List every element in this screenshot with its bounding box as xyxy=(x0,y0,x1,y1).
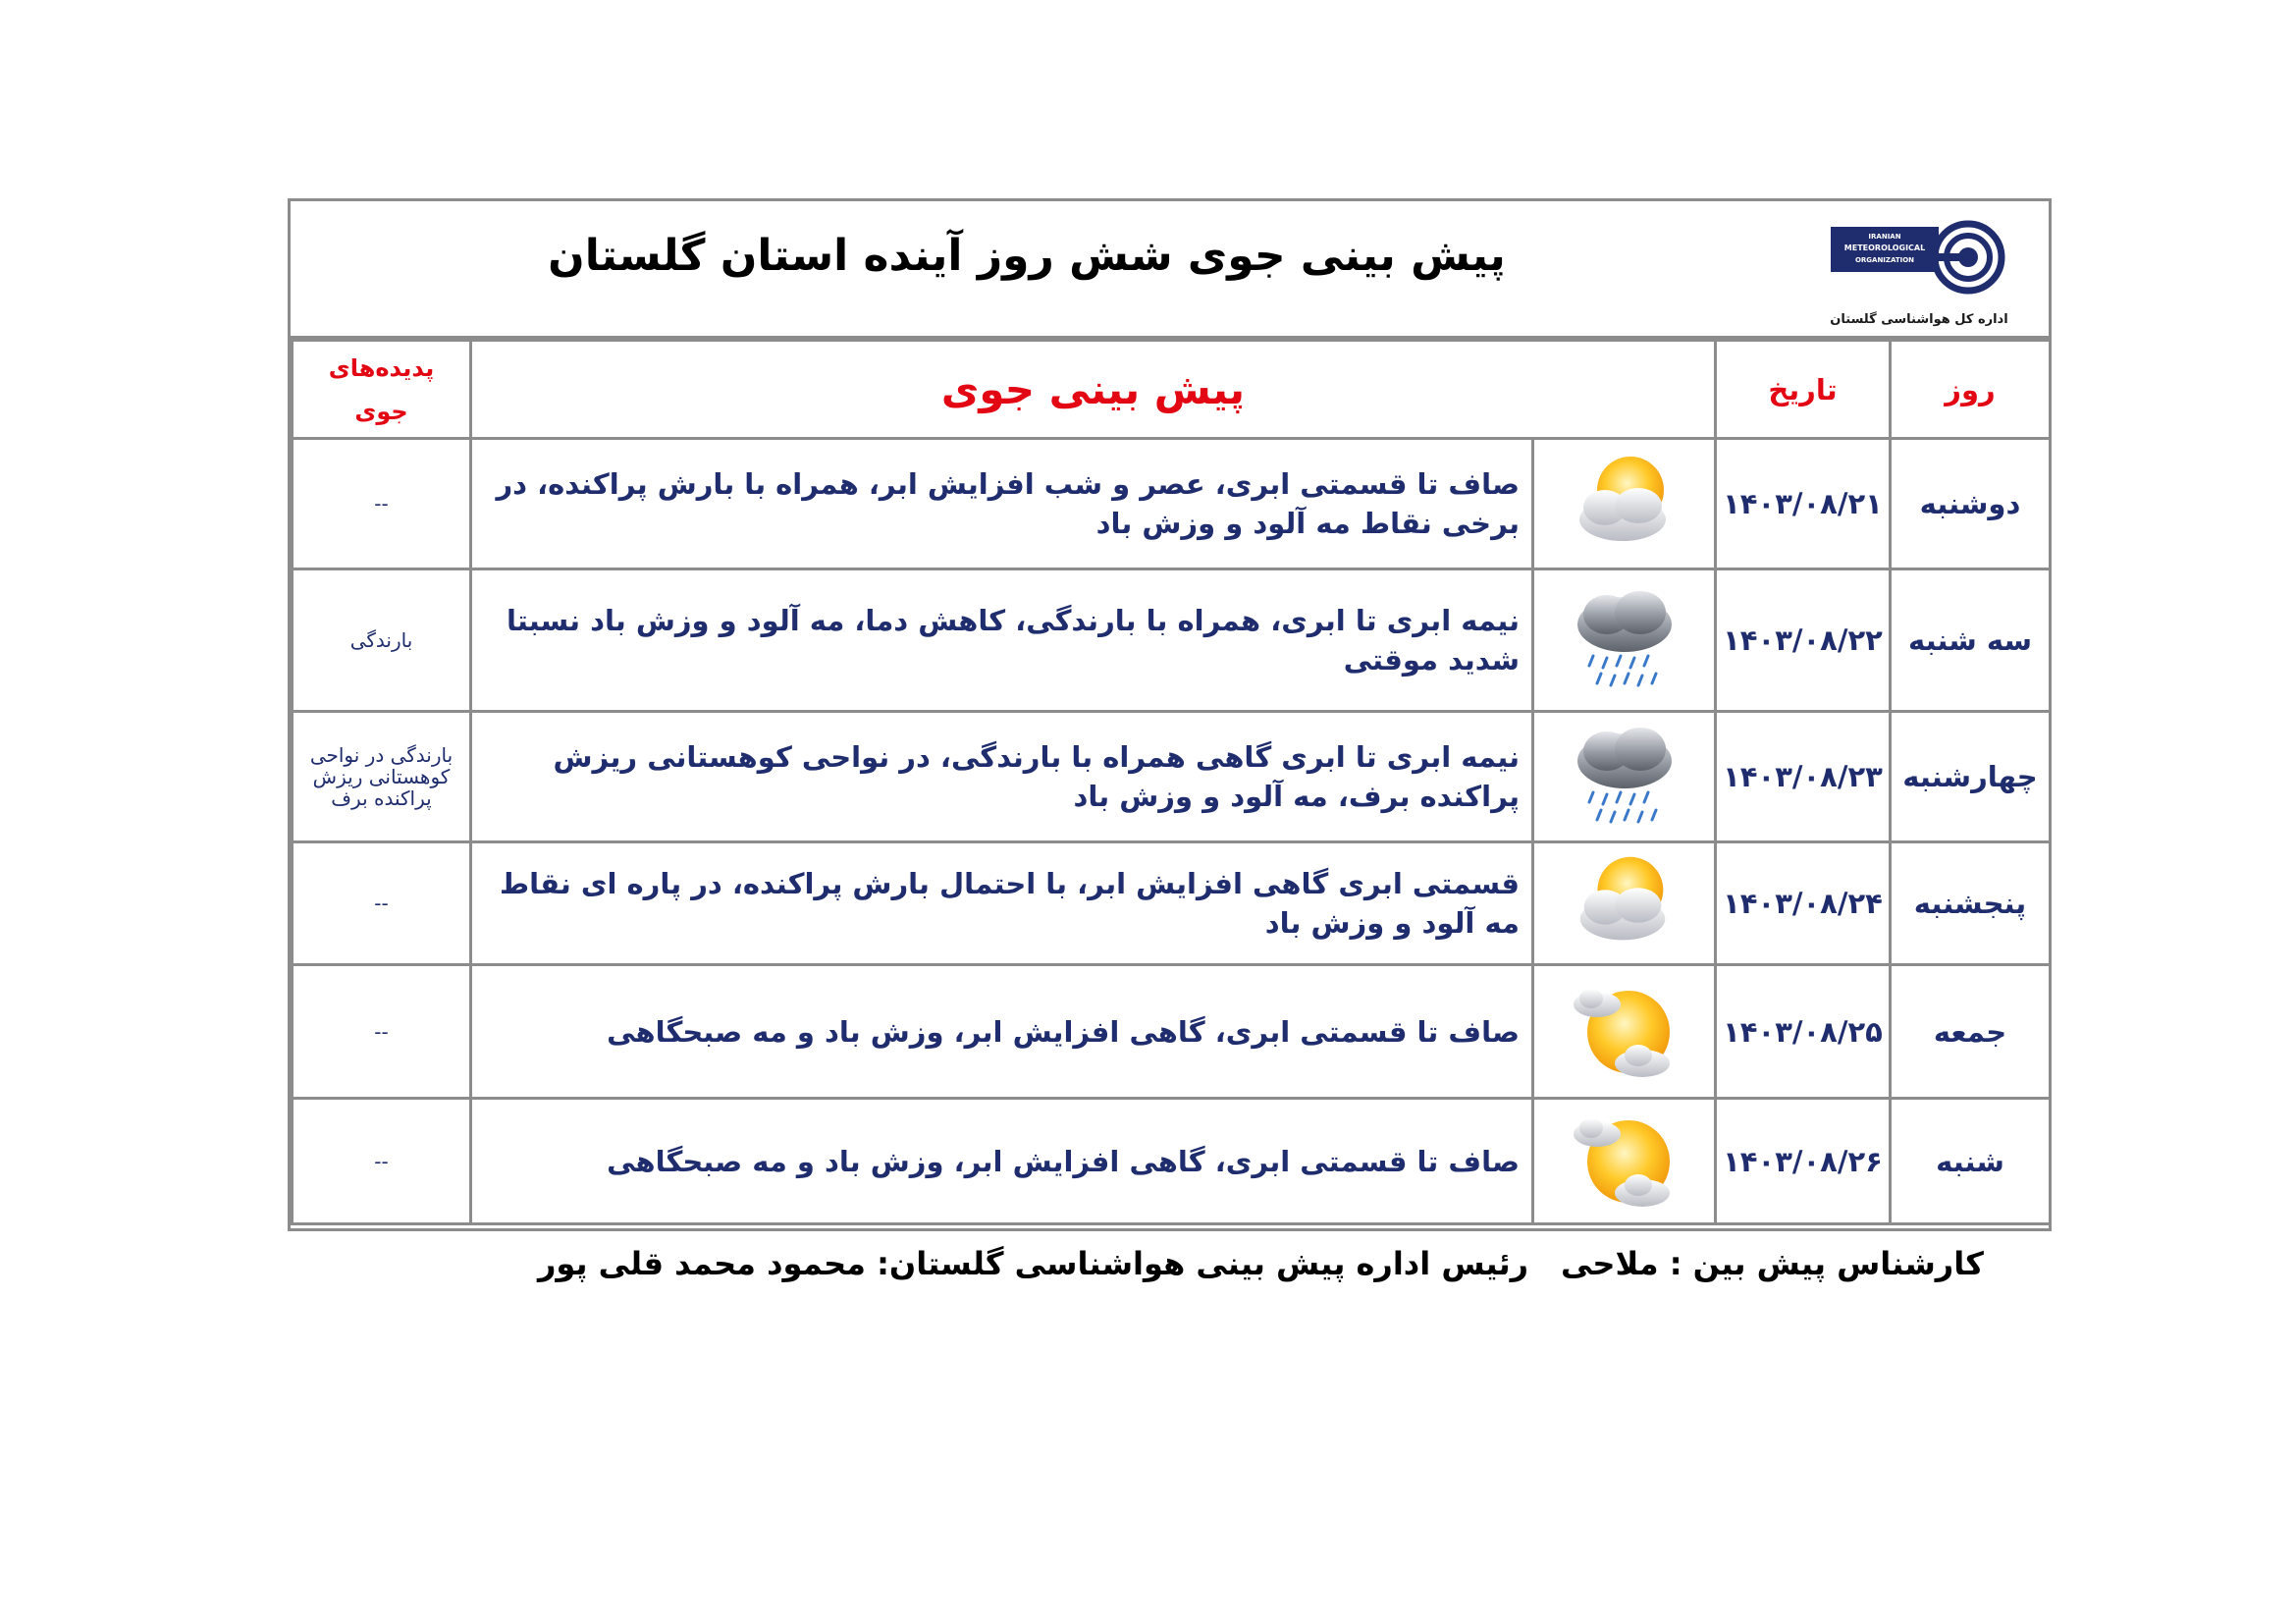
weather-icon-cell xyxy=(1533,842,1716,965)
row-day: شنبه xyxy=(1891,1099,2051,1224)
weather-icon-cell xyxy=(1533,712,1716,842)
partly-cloudy-icon xyxy=(1566,445,1683,563)
head-signature: رئیس اداره پیش بینی هواشناسی گلستان: محمود محمد قلی پور xyxy=(538,1245,1529,1282)
row-phenomena: بارندگی xyxy=(293,569,471,712)
column-header-date: تاریخ xyxy=(1716,341,1891,439)
weather-icon-cell xyxy=(1533,439,1716,569)
row-date: ۱۴۰۳/۰۸/۲۵ xyxy=(1716,965,1891,1099)
table-header-row xyxy=(293,341,2051,439)
row-forecast: صاف تا قسمتی ابری، گاهی افزایش ابر، وزش باد و مه صبحگاهی xyxy=(471,965,1533,1099)
logo-caption: اداره کل هواشناسی گلستان xyxy=(1830,312,2008,327)
table-row xyxy=(293,965,2051,1099)
table-row xyxy=(293,842,2051,965)
rain-cloud-icon xyxy=(1564,579,1685,701)
forecast-sheet xyxy=(288,198,2052,1231)
sunny-clouds-icon xyxy=(1566,973,1683,1091)
row-forecast: صاف تا قسمتی ابری، عصر و شب افزایش ابر، همراه با بارش پراکنده، در برخی نقاط مه آلود و وزش باد xyxy=(471,439,1533,569)
row-date: ۱۴۰۳/۰۸/۲۲ xyxy=(1716,569,1891,712)
row-phenomena: -- xyxy=(293,1099,471,1224)
row-date: ۱۴۰۳/۰۸/۲۳ xyxy=(1716,712,1891,842)
column-header-phenomena xyxy=(293,341,471,439)
svg-text:ORGANIZATION: ORGANIZATION xyxy=(1854,256,1915,264)
row-day: چهارشنبه xyxy=(1891,712,2051,842)
irimo-logo-icon xyxy=(1821,213,2017,311)
row-date: ۱۴۰۳/۰۸/۲۱ xyxy=(1716,439,1891,569)
row-forecast: نیمه ابری تا ابری، همراه با بارندگی، کاهش دما، مه آلود و وزش باد نسبتا شدید موقتی xyxy=(471,569,1533,712)
partly-cloudy-icon xyxy=(1566,845,1683,961)
row-phenomena: -- xyxy=(293,842,471,965)
forecast-table xyxy=(291,339,2052,1225)
row-phenomena: -- xyxy=(293,439,471,569)
row-day: سه شنبه xyxy=(1891,569,2051,712)
weather-icon-cell xyxy=(1533,569,1716,712)
weather-icon-cell xyxy=(1533,1099,1716,1224)
row-forecast: نیمه ابری تا ابری گاهی همراه با بارندگی، در نواحی کوهستانی ریزش پراکنده برف، مه آلود و وزش باد xyxy=(471,712,1533,842)
table-row xyxy=(293,1099,2051,1224)
row-day: دوشنبه xyxy=(1891,439,2051,569)
forecaster-signature: کارشناس پیش بین : ملاحی xyxy=(1561,1245,1984,1282)
header xyxy=(291,201,2049,339)
row-forecast: قسمتی ابری گاهی افزایش ابر، با احتمال بارش پراکنده، در پاره ای نقاط مه آلود و وزش باد xyxy=(471,842,1533,965)
svg-text:IRANIAN: IRANIAN xyxy=(1868,233,1901,241)
column-header-forecast: پیش بینی جوی xyxy=(471,341,1716,439)
rain-cloud-icon xyxy=(1564,716,1685,838)
column-header-phenomena-line2: جوی xyxy=(354,397,408,425)
row-phenomena: -- xyxy=(293,965,471,1099)
row-date: ۱۴۰۳/۰۸/۲۴ xyxy=(1716,842,1891,965)
sunny-clouds-icon xyxy=(1566,1103,1683,1220)
row-day: پنجشنبه xyxy=(1891,842,2051,965)
row-forecast: صاف تا قسمتی ابری، گاهی افزایش ابر، وزش باد و مه صبحگاهی xyxy=(471,1099,1533,1224)
row-phenomena: بارندگی در نواحی کوهستانی ریزش پراکنده برف xyxy=(293,712,471,842)
table-row xyxy=(293,712,2051,842)
column-header-phenomena-line1: پدیده‌های xyxy=(328,353,435,382)
svg-text:METEOROLOGICAL: METEOROLOGICAL xyxy=(1843,244,1926,252)
row-day: جمعه xyxy=(1891,965,2051,1099)
organization-logo xyxy=(1821,213,2017,329)
column-header-day: روز xyxy=(1891,341,2051,439)
page-title: پیش بینی جوی شش روز آینده استان گلستان xyxy=(548,231,1506,281)
table-row xyxy=(293,439,2051,569)
table-row xyxy=(293,569,2051,712)
row-date: ۱۴۰۳/۰۸/۲۶ xyxy=(1716,1099,1891,1224)
weather-icon-cell xyxy=(1533,965,1716,1099)
